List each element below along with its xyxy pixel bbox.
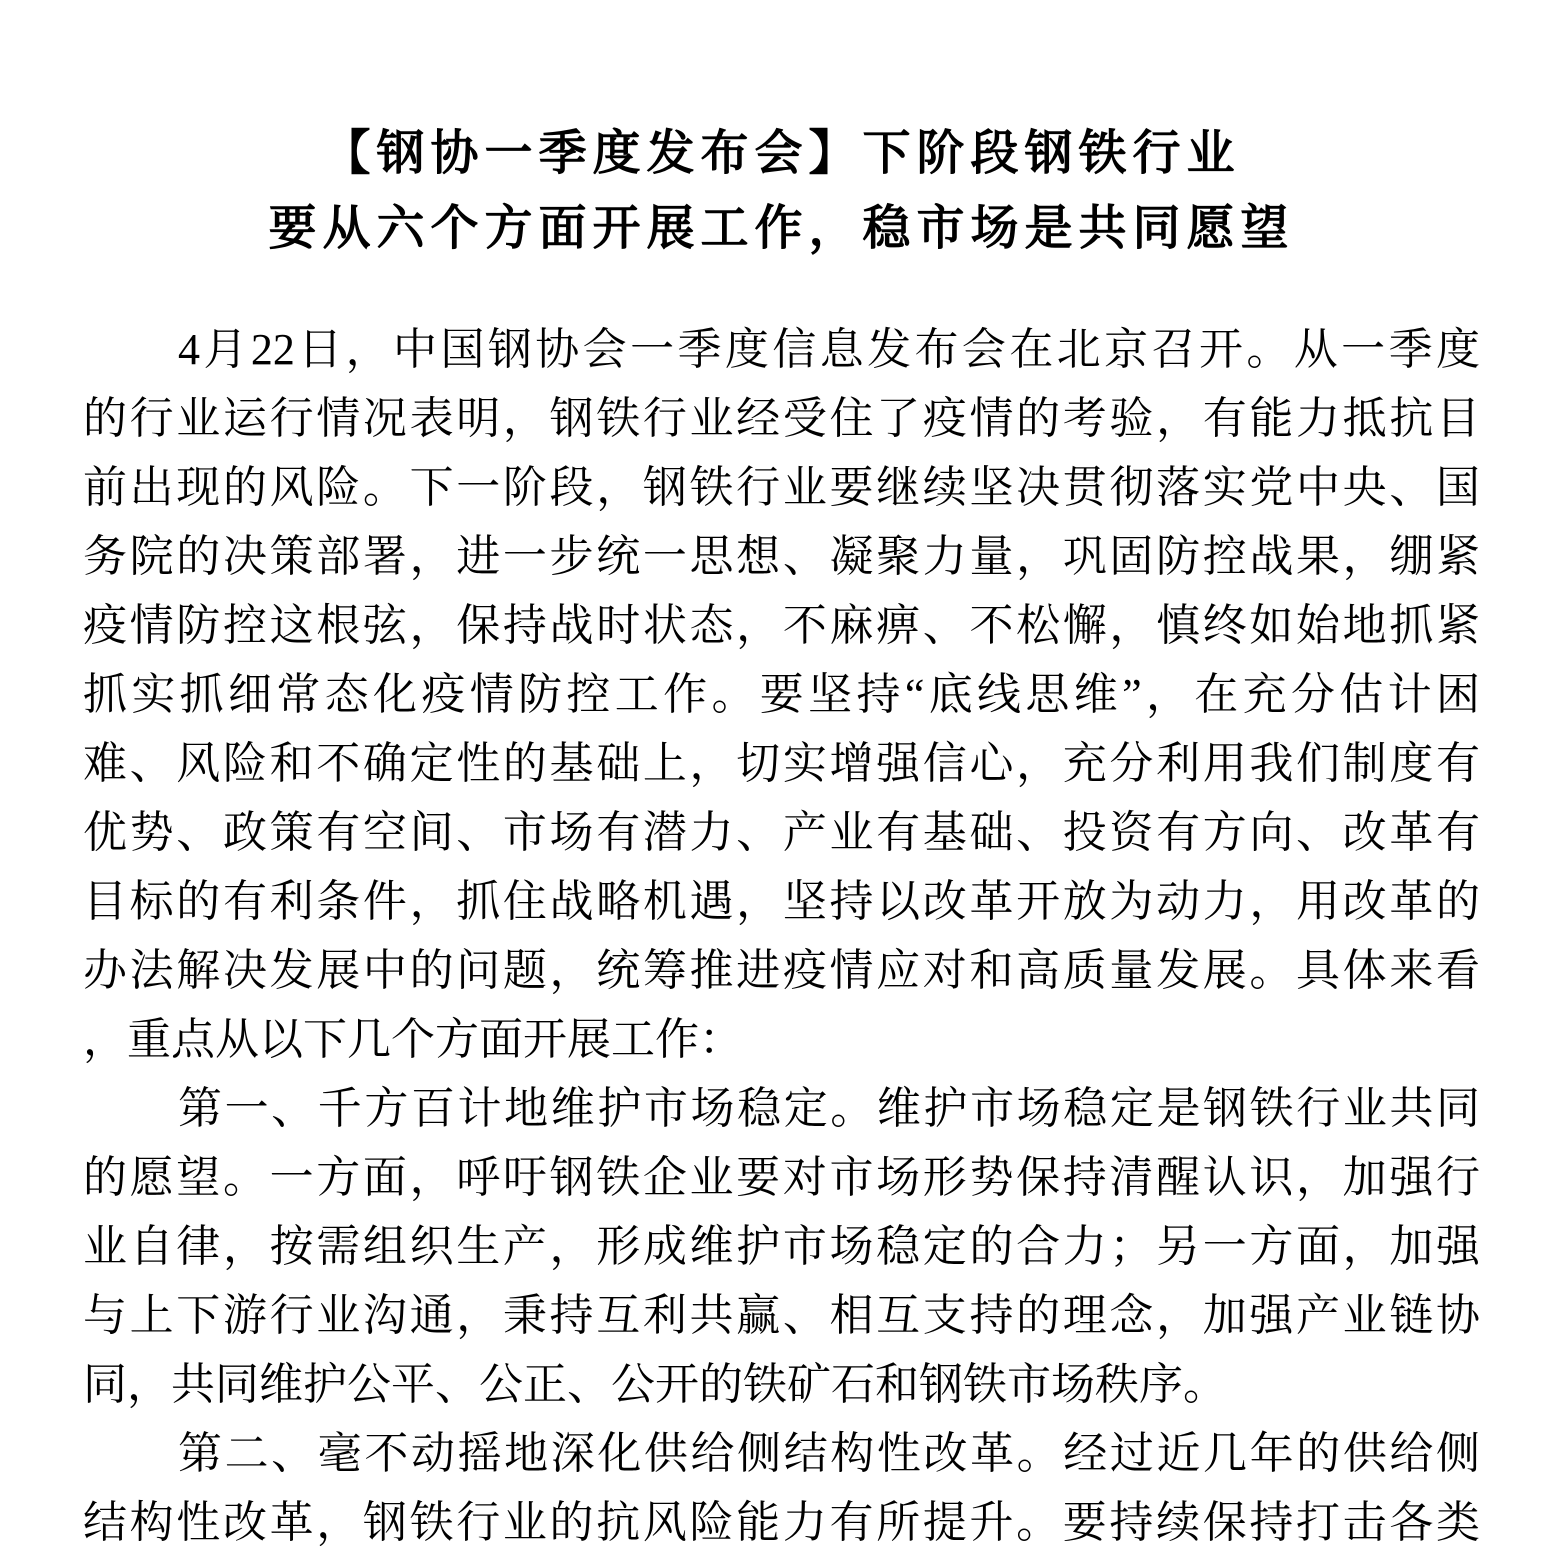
body-line: 结构性改革，钢铁行业的抗风险能力有所提升。要持续保持打击各类 <box>83 1498 1480 1547</box>
body-line: 优势、政策有空间、市场有潜力、产业有基础、投资有方向、改革有 <box>83 808 1480 857</box>
body-line: 疫情防控这根弦，保持战时状态，不麻痹、不松懈，慎终如始地抓紧 <box>83 601 1480 650</box>
body-line: 业自律，按需组织生产，形成维护市场稳定的合力；另一方面，加强 <box>83 1222 1480 1271</box>
document-title <box>83 116 1480 266</box>
body-line: 难、风险和不确定性的基础上，切实增强信心，充分利用我们制度有 <box>83 739 1480 788</box>
body-line: 与上下游行业沟通，秉持互利共赢、相互支持的理念，加强产业链协 <box>83 1291 1480 1340</box>
body-line: 的行业运行情况表明，钢铁行业经受住了疫情的考验，有能力抵抗目 <box>83 394 1480 443</box>
body-line: 第二、毫不动摇地深化供给侧结构性改革。经过近几年的供给侧 <box>178 1429 1480 1478</box>
title-line-1: 【钢协一季度发布会】下阶段钢铁行业 <box>322 127 1241 180</box>
body-line: 同，共同维护公平、公正、公开的铁矿石和钢铁市场秩序。 <box>83 1360 1227 1409</box>
title-line-2: 要从六个方面开展工作，稳市场是共同愿望 <box>268 202 1295 255</box>
body-line: 务院的决策部署，进一步统一思想、凝聚力量，巩固防控战果，绷紧 <box>83 532 1480 581</box>
document-body <box>83 315 1480 1557</box>
body-line: 抓实抓细常态化疫情防控工作。要坚持“底线思维”，在充分估计困 <box>83 670 1480 719</box>
body-line: 办法解决发展中的问题，统筹推进疫情应对和高质量发展。具体来看 <box>83 946 1480 995</box>
body-line: 前出现的风险。下一阶段，钢铁行业要继续坚决贯彻落实党中央、国 <box>83 463 1480 512</box>
body-line: 4月22日，中国钢协会一季度信息发布会在北京召开。从一季度 <box>178 325 1480 374</box>
body-line: ，重点从以下几个方面开展工作： <box>83 1015 743 1064</box>
body-line: 第一、千方百计地维护市场稳定。维护市场稳定是钢铁行业共同 <box>178 1084 1480 1133</box>
body-line: 的愿望。一方面，呼吁钢铁企业要对市场形势保持清醒认识，加强行 <box>83 1153 1480 1202</box>
body-line: 目标的有利条件，抓住战略机遇，坚持以改革开放为动力，用改革的 <box>83 877 1480 926</box>
